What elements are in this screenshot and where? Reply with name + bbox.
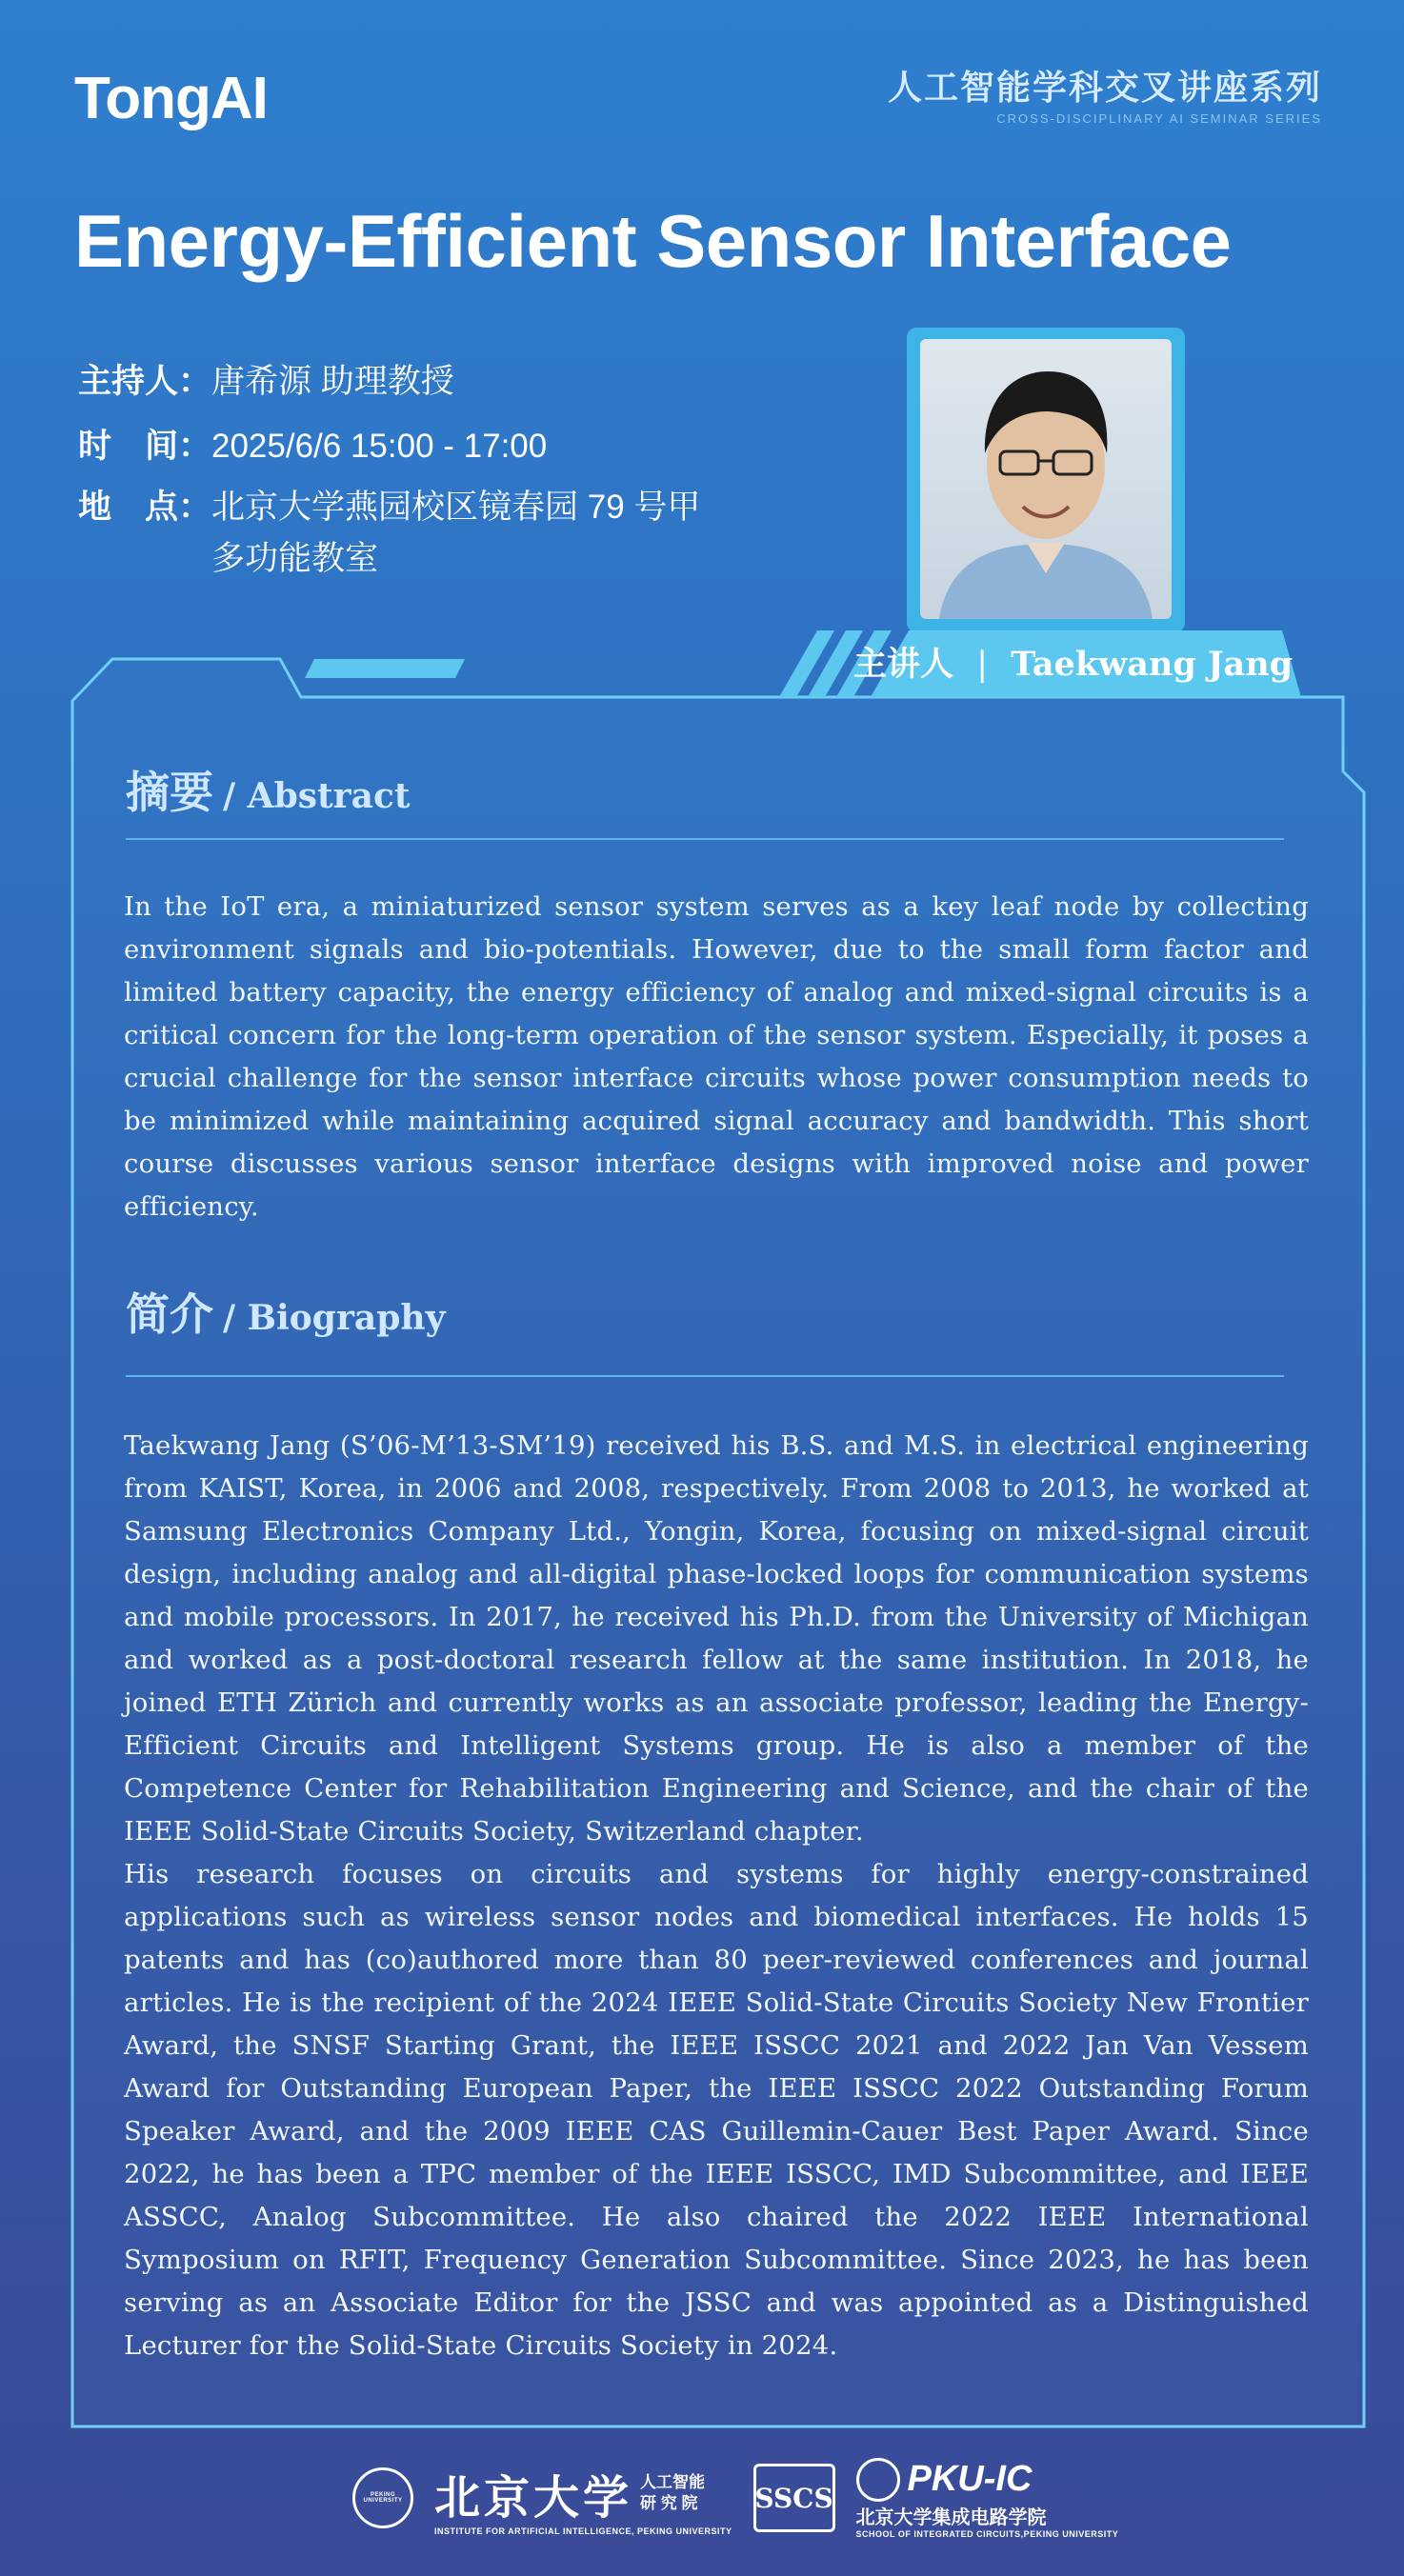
pku-wordmark: 北京大学 bbox=[434, 2470, 633, 2525]
pkuic-wordmark: PKU-IC bbox=[907, 2459, 1033, 2499]
school-en: SCHOOL OF INTEGRATED CIRCUITS,PEKING UNIVERSITY bbox=[855, 2528, 1119, 2539]
page-title: Energy-Efficient Sensor Interface bbox=[74, 199, 1232, 283]
abstract-title-cn: 摘要 bbox=[126, 767, 213, 818]
biography-text bbox=[124, 1425, 1309, 2367]
biography-paragraph-2: His research focuses on circuits and systems for highly energy-constrained applications such as wireless sensor nodes and biomedical interfaces. He holds 15 patents and has (co)authored more than 80 peer-reviewed conferences and journal articles. He is the recipient of the 2024 IEEE Solid-State Circuits Society New Frontier Award, the SNSF Starting Grant, the IEEE ISSCC 2021 and 2022 Jan Van Vessem Award for Outstanding European Paper, the IEEE ISSCC 2022 Outstanding Forum Speaker Award, and the 2009 IEEE CAS Guillemin-Cauer Best Paper Award. Since 2022, he has been a TPC member of the IEEE ISSCC, IMD Subcommittee, and IEEE ASSCC, Analog Subcommittee. He also chaired the 2022 IEEE International Symposium on RFIT, Frequency Generation Subcommittee. Since 2023, he has been serving as an Associate Editor for the JSSC and was appointed as a Distinguished Lecturer for the Solid-State Circuits Society in 2024. bbox=[124, 1859, 1309, 2361]
pku-seal-icon: PEKING UNIVERSITY bbox=[352, 2467, 413, 2528]
institute-cn: 人工智能 研 究 院 bbox=[640, 2473, 706, 2512]
biography-paragraph-1: Taekwang Jang (S’06-M’13-SM’19) received his B.S. and M.S. in electrical engineering from KAIST, Korea, in 2006 and 2008, respectively. From 2008 to 2013, he worked at Samsung Electronics Company Ltd., Yongin, Korea, focusing on mixed-signal circuit design, including analog and all-digital phase-locked loops for communication systems and mobile processors. In 2017, he received his Ph.D. from the University of Michigan and worked as a post-doctoral research fellow at the same institution. In 2018, he joined ETH Zürich and currently works as an associate professor, leading the Energy-Efficient Circuits and Intelligent Systems group. He is also a member of the Competence Center for Rehabilitation Engineering and Science, and the chair of the IEEE Solid-State Circuits Society, Switzerland chapter. bbox=[124, 1430, 1309, 1847]
speaker-photo bbox=[920, 339, 1172, 619]
pku-ic-seal-icon bbox=[856, 2458, 900, 2502]
tongai-logo: TongAI bbox=[74, 66, 268, 131]
speaker-label bbox=[853, 640, 1293, 689]
host-label: 主持人： bbox=[78, 363, 212, 400]
biography-heading bbox=[126, 1280, 446, 1343]
footer-logos bbox=[352, 2455, 1118, 2541]
time-row bbox=[78, 423, 547, 470]
pku-ai-institute-logo bbox=[434, 2461, 732, 2536]
biography-title-en: / Biography bbox=[223, 1298, 446, 1338]
place-value-line1: 北京大学燕园校区镜春园 79 号甲 bbox=[211, 489, 701, 526]
series-title-en: CROSS-DISCIPLINARY AI SEMINAR SERIES bbox=[996, 111, 1322, 126]
series-title-cn: 人工智能学科交叉讲座系列 bbox=[887, 68, 1322, 107]
institute-en: INSTITUTE FOR ARTIFICIAL INTELLIGENCE, PEKING UNIVERSITY bbox=[434, 2526, 732, 2536]
speaker-divider: | bbox=[976, 646, 988, 684]
sscs-logo: SSCS bbox=[753, 2464, 835, 2532]
place-row bbox=[78, 484, 700, 531]
speaker-name: Taekwang Jang bbox=[1011, 645, 1294, 684]
pku-ic-logo bbox=[856, 2458, 1119, 2539]
seminar-series-logo bbox=[888, 61, 1322, 126]
place-label: 地 点： bbox=[78, 489, 212, 526]
time-value: 2025/6/6 15:00 - 17:00 bbox=[211, 428, 548, 465]
abstract-text: In the IoT era, a miniaturized sensor system serves as a key leaf node by collecting environment signals and bio-potentials. However, due to the small form factor and limited battery capacity, the energy efficiency of analog and mixed-signal circuits is a critical concern for the long-term operation of the sensor system. Especially, it poses a crucial challenge for the sensor interface circuits whose power consumption needs to be minimized while maintaining acquired signal accuracy and bandwidth. This short course discusses various sensor interface designs with improved noise and power efficiency. bbox=[124, 891, 1309, 1222]
speaker-title: 主讲人 bbox=[853, 645, 954, 684]
place-value-line2: 多功能教室 bbox=[211, 540, 379, 577]
school-cn: 北京大学集成电路学院 bbox=[855, 2506, 1047, 2528]
biography-divider bbox=[126, 1375, 1284, 1377]
host-row bbox=[78, 358, 454, 406]
abstract-divider bbox=[126, 838, 1284, 840]
host-value: 唐希源 助理教授 bbox=[211, 363, 454, 400]
time-label: 时 间： bbox=[78, 428, 212, 465]
biography-title-cn: 简介 bbox=[126, 1288, 213, 1340]
abstract-title-en: / Abstract bbox=[223, 776, 411, 816]
abstract-heading bbox=[126, 758, 411, 821]
